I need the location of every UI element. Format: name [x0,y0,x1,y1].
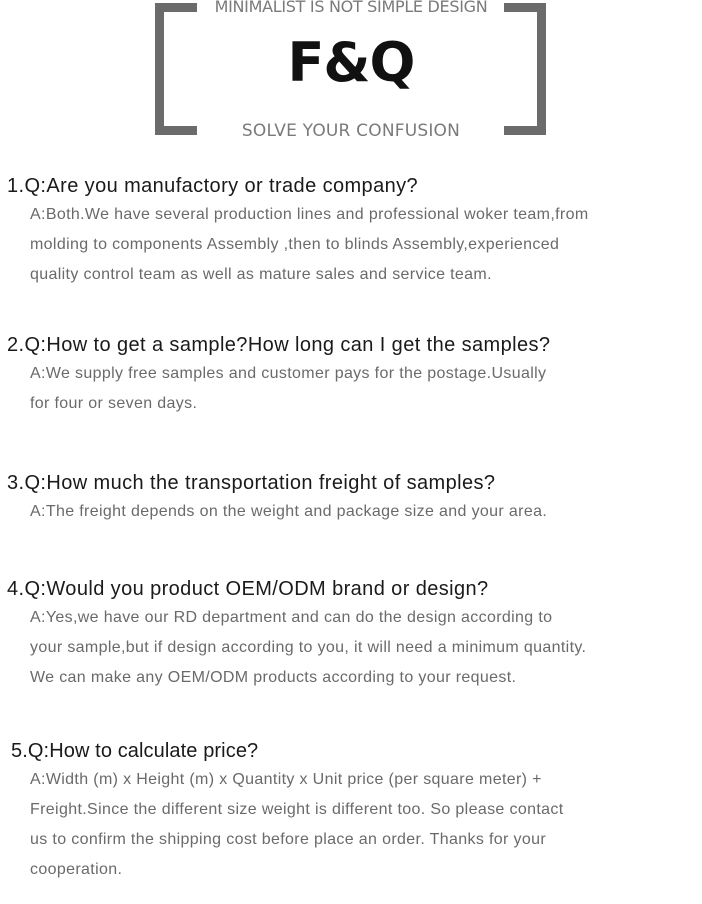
faq-item-5 [0,738,702,885]
faq-answer-line: us to confirm the shipping cost before place an order. Thanks for your [30,831,547,848]
faq-answer [30,200,702,290]
faq-answer-line: cooperation. [30,861,123,878]
faq-answer-line: Freight.Since the different size weight is different too. So please contact [30,801,564,818]
faq-answer [30,603,702,693]
faq-answer-line: A:We supply free samples and customer pays for the postage.Usually [30,365,547,382]
faq-question: 3.Q:How much the transportation freight of samples? [7,472,496,494]
faq-question: 2.Q:How to get a sample?How long can I get the samples? [7,334,551,356]
faq-answer-line: A:The freight depends on the weight and package size and your area. [30,503,548,520]
faq-answer-line: A:Both.We have several production lines and professional woker team,from [30,206,589,223]
faq-item-1 [0,173,702,290]
faq-item-2 [0,332,702,419]
faq-answer-line: A:Width (m) x Height (m) x Quantity x Unit price (per square meter) + [30,771,542,788]
faq-answer [30,359,702,419]
faq-answer-line: We can make any OEM/ODM products according to your request. [30,669,517,686]
faq-answer [30,765,702,885]
faq-answer-line: your sample,but if design according to you, it will need a minimum quantity. [30,639,587,656]
faq-answer-line: for four or seven days. [30,395,198,412]
faq-question: 1.Q:Are you manufactory or trade company? [7,175,419,197]
faq-answer [30,497,702,527]
faq-answer-line: quality control team as well as mature sales and service team. [30,266,492,283]
faq-question: 4.Q:Would you product OEM/ODM brand or design? [7,578,489,600]
tagline-bottom: SOLVE YOUR CONFUSION [241,121,461,141]
faq-answer-line: molding to components Assembly ,then to blinds Assembly,experienced [30,236,560,253]
page-title: F&Q [287,31,415,94]
faq-item-4 [0,576,702,693]
tagline-top: MINIMALIST IS NOT SIMPLE DESIGN [214,0,488,16]
faq-answer-line: A:Yes,we have our RD department and can do the design according to [30,609,553,626]
faq-item-3 [0,470,702,527]
faq-header [0,0,702,145]
faq-question: 5.Q:How to calculate price? [11,740,259,762]
